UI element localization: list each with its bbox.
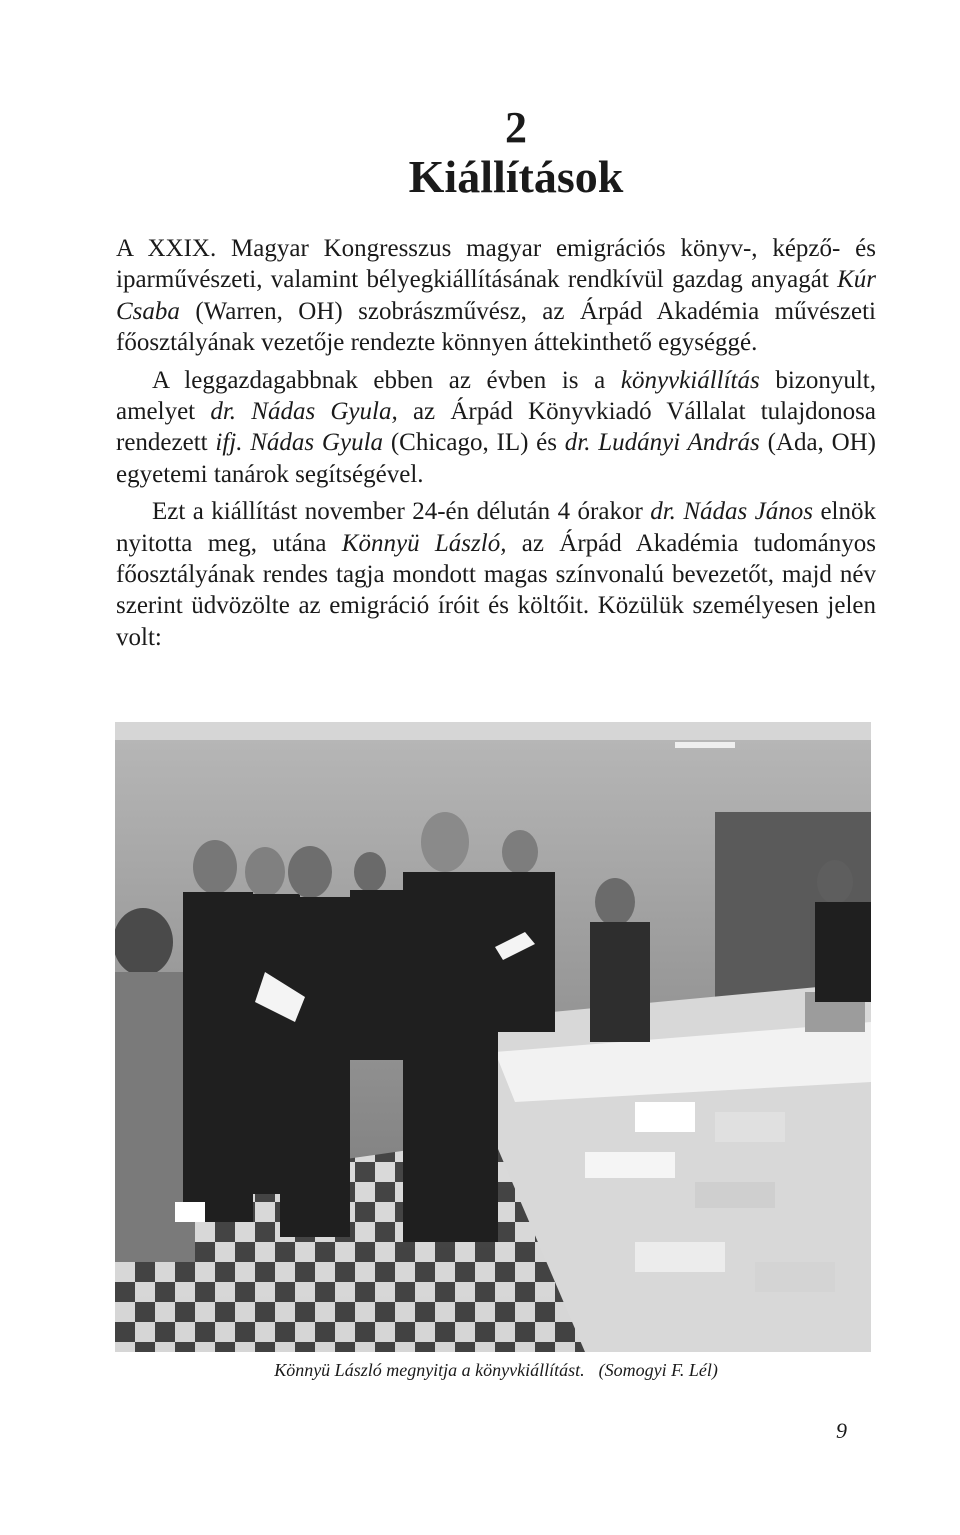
photo-illustration — [115, 722, 871, 1352]
text-run: (Ada, OH) egyetemi tanárok segítségével. — [116, 429, 877, 488]
body-text — [116, 233, 876, 653]
caption-credit: (Somogyi F. Lél) — [598, 1360, 718, 1380]
text-run: Ezt a kiállítást november 24-én délután 4 órakor — [152, 498, 651, 526]
event-photo — [115, 722, 871, 1352]
paragraph — [116, 365, 876, 491]
page-number: 9 — [836, 1418, 847, 1443]
italic-run: ifj. Nádas Gyula — [215, 429, 384, 457]
paragraph — [116, 496, 876, 653]
text-run: bizonyult, amelyet — [116, 366, 877, 426]
caption-text: Könnyü László megnyitja a könyvkiállítást. — [274, 1360, 585, 1380]
text-run: elnök nyitotta meg, utána — [116, 498, 876, 557]
italic-run: Könnyü László, — [341, 529, 507, 557]
italic-run: dr. Ludányi András — [564, 429, 760, 457]
italic-run: dr. Nádas János — [650, 498, 814, 526]
italic-run: dr. Nádas Gyula, — [210, 398, 398, 426]
chapter-number: 2 — [505, 103, 527, 152]
italic-run: Kúr Csaba — [116, 266, 876, 325]
photo-caption — [116, 1358, 876, 1382]
chapter-title: Kiállítások — [408, 151, 624, 202]
text-run: az Árpád Akadémia tudományos főosztályának rendes tagja mondott magas színvonalú bevezetőt, majd név szerint üdvözölte az emigráció íróit és költőit. Közülük személyesen jelen volt: — [116, 529, 876, 651]
text-run: az Árpád Könyvkiadó Vállalat tulajdonosa rendezett — [116, 398, 876, 457]
text-run: (Warren, OH) szobrászművész, az Árpád Akadémia művészeti főosztályának vezetője rendezte könnyen áttekinthető egységgé. — [116, 297, 876, 357]
text-run: A leggazdagabbnak ebben az évben is a — [152, 366, 621, 394]
text-run: (Chicago, IL) és — [383, 429, 565, 457]
paragraph — [116, 233, 876, 359]
italic-run: könyvkiállítás — [620, 366, 760, 394]
text-run: A XXIX. Magyar Kongresszus magyar emigrációs könyv-, képző- és iparművészeti, valamint bélyegkiállításának rendkívül gazdag anyagát — [116, 235, 876, 294]
